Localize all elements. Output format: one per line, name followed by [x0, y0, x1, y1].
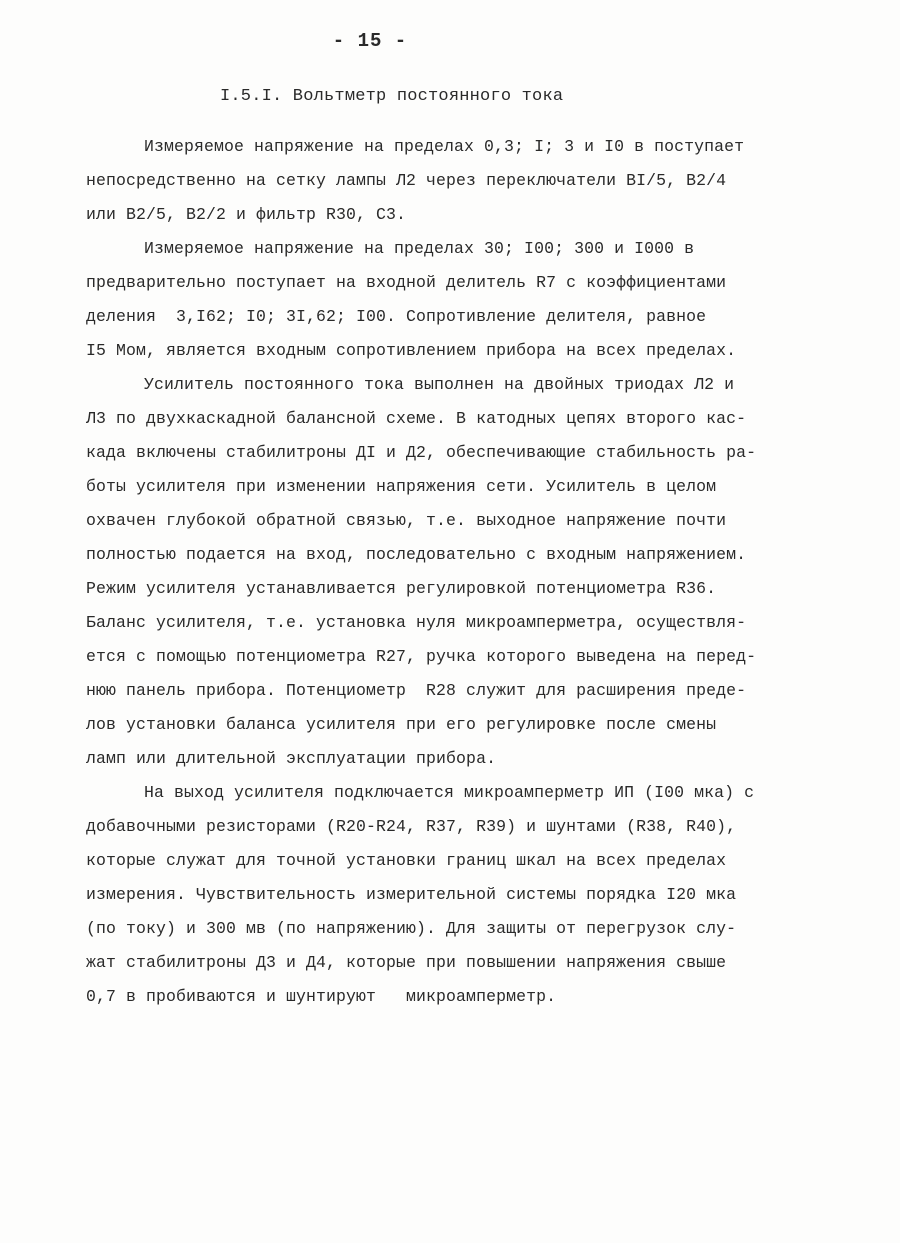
- text-line: нюю панель прибора. Потенциометр R28 служит для расширения преде-: [86, 681, 747, 700]
- body-text: [86, 130, 846, 1014]
- text-line: када включены стабилитроны ДI и Д2, обеспечивающие стабильность ра-: [86, 443, 757, 462]
- text-line: ется с помощью потенциометра R27, ручка которого выведена на перед-: [86, 647, 757, 666]
- text-line: непосредственно на сетку лампы Л2 через переключатели BI/5, B2/4: [86, 171, 727, 190]
- section-heading: I.5.I. Вольтметр постоянного тока: [220, 87, 564, 106]
- text-line: ламп или длительной эксплуатации прибора.: [86, 749, 497, 768]
- text-line: На выход усилителя подключается микроамперметр ИП (I00 мка) с: [144, 783, 755, 802]
- text-line: Измеряемое напряжение на пределах 30; I00; 300 и I000 в: [144, 239, 695, 258]
- text-line: Баланс усилителя, т.е. установка нуля микроамперметра, осуществля-: [86, 613, 747, 632]
- text-line: Л3 по двухкаскадной балансной схеме. В катодных цепях второго кас-: [86, 409, 747, 428]
- text-line: предварительно поступает на входной делитель R7 с коэффициентами: [86, 273, 727, 292]
- text-line: или B2/5, B2/2 и фильтр R30, C3.: [86, 205, 407, 224]
- text-line: полностью подается на вход, последовательно с входным напряжением.: [86, 545, 747, 564]
- paragraph: [86, 368, 846, 776]
- text-line: (по току) и 300 мв (по напряжению). Для защиты от перегрузок слу-: [86, 919, 737, 938]
- text-line: измерения. Чувствительность измерительной системы порядка I20 мка: [86, 885, 737, 904]
- text-line: Измеряемое напряжение на пределах 0,3; I; 3 и I0 в поступает: [144, 137, 745, 156]
- text-line: добавочными резисторами (R20-R24, R37, R39) и шунтами (R38, R40),: [86, 817, 737, 836]
- text-line: 0,7 в пробиваются и шунтируют микроамперметр.: [86, 987, 557, 1006]
- text-line: жат стабилитроны Д3 и Д4, которые при повышении напряжения свыше: [86, 953, 727, 972]
- text-line: лов установки баланса усилителя при его регулировке после смены: [86, 715, 717, 734]
- paragraph: [86, 232, 846, 368]
- paragraph: [86, 130, 846, 232]
- text-line: которые служат для точной установки границ шкал на всех пределах: [86, 851, 727, 870]
- page-number: - 15 -: [332, 30, 408, 52]
- text-line: Усилитель постоянного тока выполнен на двойных триодах Л2 и: [144, 375, 735, 394]
- text-line: I5 Мом, является входным сопротивлением прибора на всех пределах.: [86, 341, 737, 360]
- text-line: охвачен глубокой обратной связью, т.е. выходное напряжение почти: [86, 511, 727, 530]
- text-line: деления 3,I62; I0; 3I,62; I00. Сопротивление делителя, равное: [86, 307, 707, 326]
- paragraph: [86, 776, 846, 1014]
- text-line: боты усилителя при изменении напряжения сети. Усилитель в целом: [86, 477, 717, 496]
- text-line: Режим усилителя устанавливается регулировкой потенциометра R36.: [86, 579, 717, 598]
